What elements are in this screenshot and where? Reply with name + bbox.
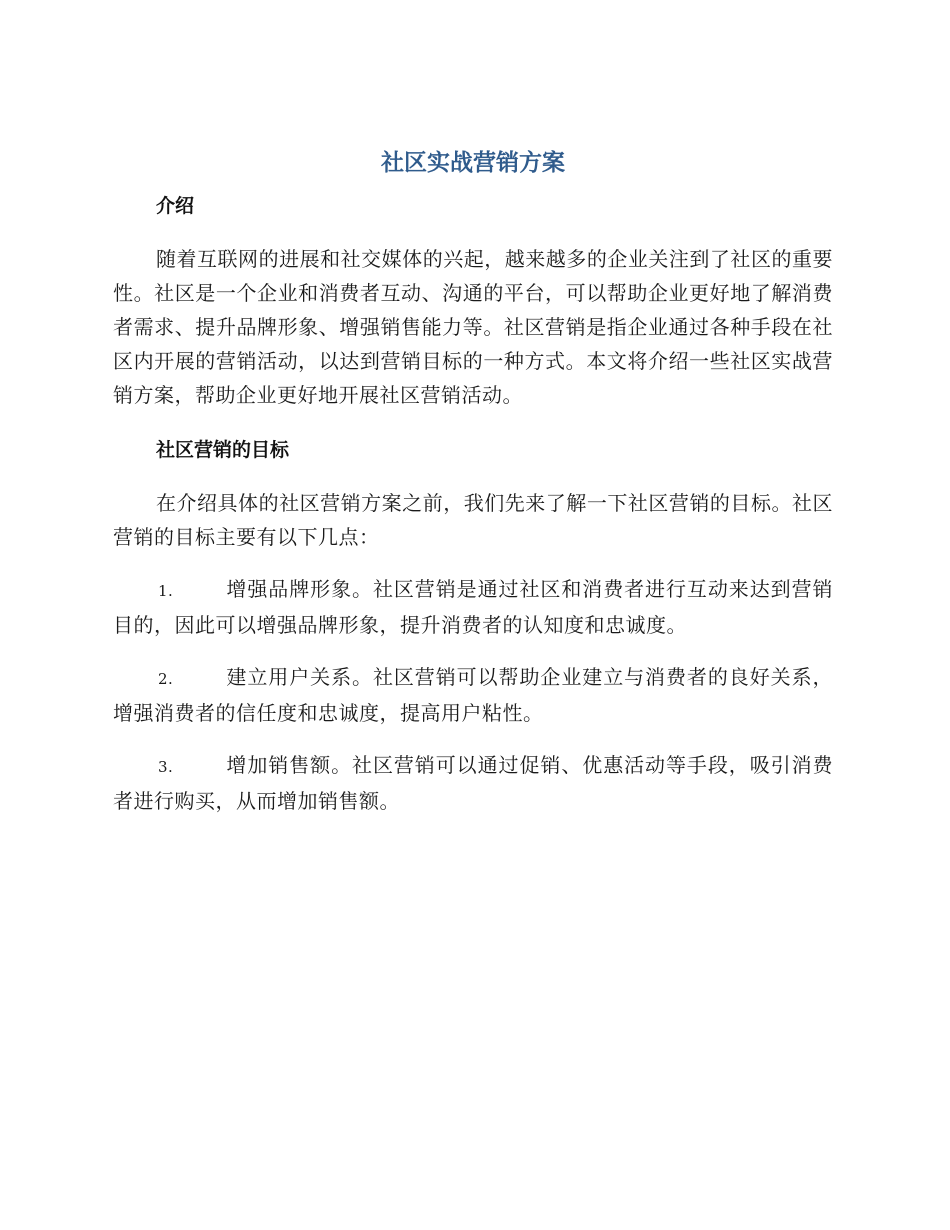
section-heading-goals: 社区营销的目标: [156, 439, 290, 461]
list-item-text: 增加销售额。社区营销可以通过促销、优惠活动等手段，吸引消费者进行购买，从而增加销售额。: [113, 753, 833, 813]
list-item: [113, 748, 833, 818]
list-item-text: 增强品牌形象。社区营销是通过社区和消费者进行互动来达到营销目的，因此可以增强品牌形象，提升消费者的认知度和忠诚度。: [113, 577, 833, 637]
list-item: [113, 660, 833, 730]
list-number: 3.: [158, 758, 174, 776]
list-item: [113, 572, 833, 642]
goals-paragraph: 在介绍具体的社区营销方案之前，我们先来了解一下社区营销的目标。社区营销的目标主要有以下几点：: [113, 491, 833, 549]
list-number: 2.: [158, 670, 174, 688]
section-heading-intro: 介绍: [156, 195, 195, 217]
intro-paragraph: 随着互联网的进展和社交媒体的兴起，越来越多的企业关注到了社区的重要性。社区是一个企业和消费者互动、沟通的平台，可以帮助企业更好地了解消费者需求、提升品牌形象、增强销售能力等。社区营销是指企业通过各种手段在社区内开展的营销活动，以达到营销目标的一种方式。本文将介绍一些社区实战营销方案，帮助企业更好地开展社区营销活动。: [113, 247, 833, 407]
document-page: [113, 140, 833, 818]
document-title: 社区实战营销方案: [381, 150, 565, 176]
list-item-text: 建立用户关系。社区营销可以帮助企业建立与消费者的良好关系，增强消费者的信任度和忠诚度，提高用户粘性。: [113, 665, 833, 725]
list-number: 1.: [158, 582, 174, 600]
